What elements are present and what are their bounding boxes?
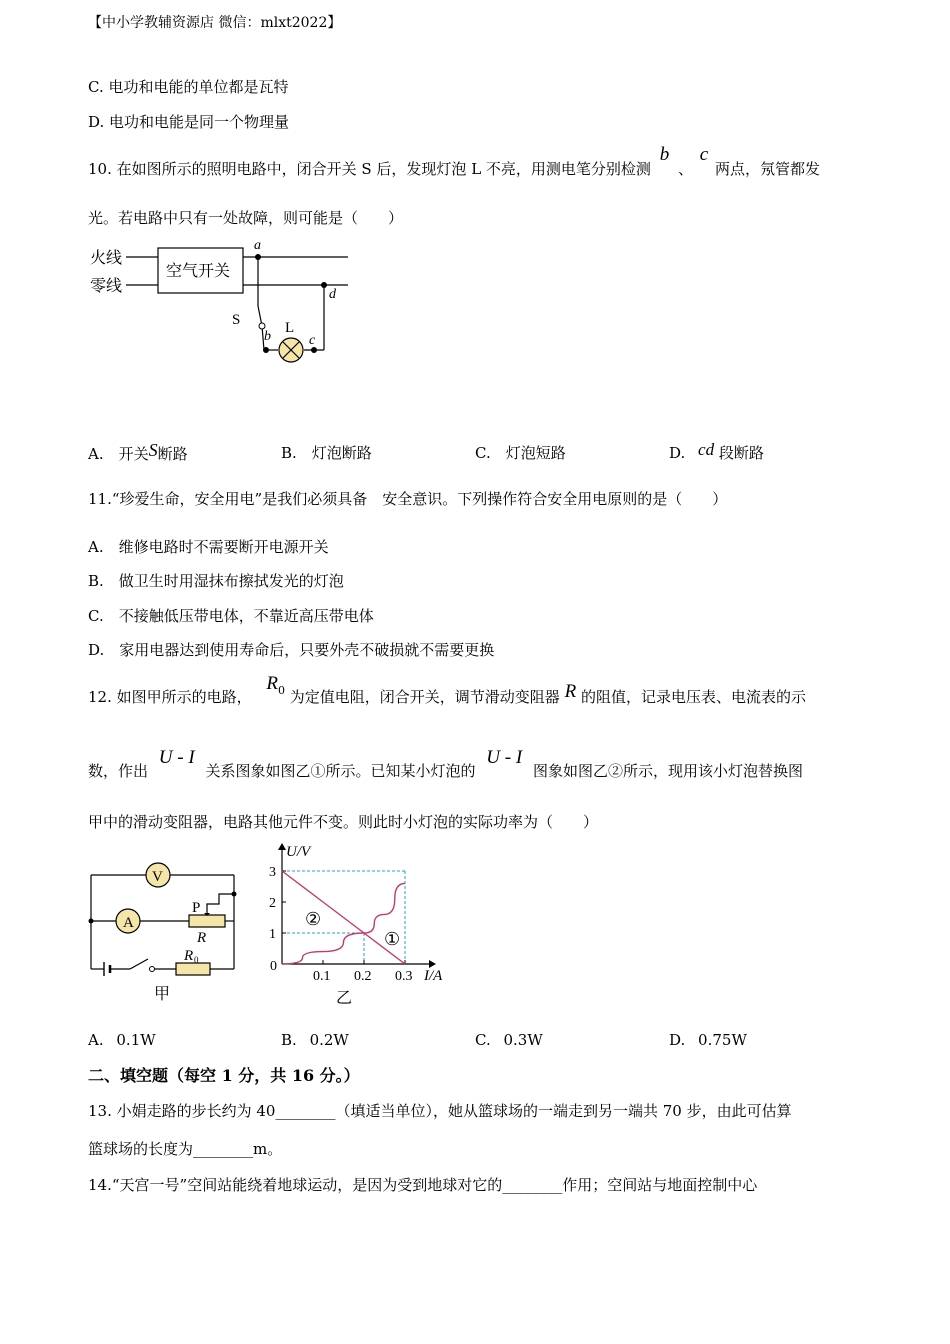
label-a: a [254,238,261,253]
q10-stem-line2: 光。若电路中只有一处故障，则可能是（ ） [88,209,404,227]
q10-option-a-suffix: 断路 [157,445,188,463]
label-l: L [285,320,295,336]
q9-option-c: C. 电功和电能的单位都是瓦特 [88,78,289,96]
q10-option-d-suffix: 段断路 [718,444,764,462]
q12-option-c [475,1030,543,1050]
q12-option-d-letter: D. [669,1031,686,1049]
q11-option-b: B. 做卫生时用湿抹布擦拭发光的灯泡 [88,572,344,590]
live-wire-label: 火线 [90,250,123,267]
origin-label: 0 [270,959,277,974]
air-switch-label: 空气开关 [166,263,231,280]
q12-option-d [669,1030,747,1050]
x-tick-label: 0.1 [313,969,331,984]
q9-option-d: D. 电功和电能是同一个物理量 [88,113,290,131]
label-b: b [264,329,271,344]
q12-stem-part3: 的阻值，记录电压表、电流表的示 [580,688,806,706]
q10-var-c: c [699,144,709,165]
q10-option-a-var: S [148,440,158,460]
q10-circuit-diagram [86,236,366,371]
curve-2-label: ② [305,909,322,929]
q12-circuit-diagram [86,856,246,1006]
q12-option-b-value: 0.2W [309,1031,349,1049]
y-tick-label: 2 [269,896,276,911]
y-tick-label: 3 [269,865,276,880]
q12-option-b-letter: B. [281,1031,297,1049]
rheostat-body [189,915,225,927]
q12-stem-line3: 甲中的滑动变阻器，电路其他元件不变。则此时小灯泡的实际功率为（ ） [88,813,599,831]
q10-option-a [88,440,188,464]
q12-option-a-value: 0.1W [116,1031,156,1049]
q10-separator: 、 [678,160,694,178]
page-header: 【中小学教辅资源店 微信：mlxt2022】 [88,15,342,31]
x-axis-arrow-icon [429,960,436,968]
x-axis-label: I/A [424,968,443,984]
switch-blade [130,959,148,969]
neutral-wire-label: 零线 [90,278,123,295]
q12-option-b [281,1030,349,1050]
section-2-heading: 二、填空题（每空 1 分，共 16 分。） [88,1066,360,1085]
slider-wire [207,894,234,913]
q11-stem: 11.“珍爱生命，安全用电”是我们必须具备 安全意识。下列操作符合安全用电原则的是（ ） [88,490,728,508]
x-tick-label: 0.2 [354,969,372,984]
q10-option-d-prefix: D. [669,444,686,462]
junction-right [232,892,237,897]
q10-option-d-var: cd [698,440,715,459]
rheostat-label: R [197,930,207,946]
q12-option-c-value: 0.3W [503,1031,543,1049]
label-d: d [329,287,336,302]
r0-body [176,963,210,975]
q12-stem-part2: 为定值电阻，闭合开关，调节滑动变阻器 [289,688,560,706]
voltmeter-icon [146,863,170,887]
q12-var-r0: R [266,673,279,694]
q12-stem-part4: 数，作出 [88,762,149,780]
node-b [263,347,269,353]
q12-option-a-letter: A. [88,1031,104,1049]
node-a [255,254,261,260]
figure-jia-caption: 甲 [154,986,171,1003]
q10-stem-line1 [88,144,821,179]
switch-contact [150,967,155,972]
lamp-icon [279,338,303,362]
q12-option-c-letter: C. [475,1031,491,1049]
ammeter-icon [116,909,140,933]
y-axis-arrow-icon [278,843,286,850]
x-tick-label: 0.3 [395,969,413,984]
q11-option-a: A. 维修电路时不需要断开电源开关 [88,538,329,556]
q12-stem-part6: 图象如图乙②所示，现用该小灯泡替换图 [532,762,803,780]
r0-label: R [184,948,194,964]
label-s: S [232,312,241,328]
voltmeter-label: V [152,869,163,885]
q10-var-b: b [659,144,670,165]
q10-option-b: B. 灯泡断路 [281,444,372,462]
q10-option-a-prefix: A. 开关 [88,445,149,463]
q10-option-c: C. 灯泡短路 [475,444,566,462]
q11-option-c: C. 不接触低压带电体，不靠近高压带电体 [88,607,374,625]
q12-option-a [88,1030,156,1050]
q12-option-d-value: 0.75W [698,1031,747,1049]
q12-var-ui-2: U - I [486,747,523,768]
q14-line1: 14.“天宫一号”空间站能绕着地球运动，是因为受到地球对它的________作用；空间站与地面控制中心 [88,1176,758,1194]
q10-option-d [669,440,764,463]
label-c: c [309,333,316,348]
q12-stem-line2 [88,747,803,781]
q12-var-r: R [564,681,577,702]
q12-stem-part5: 关系图象如图乙①所示。已知某小灯泡的 [205,762,476,780]
q13-line1: 13. 小娟走路的步长约为 40________（填适当单位），她从篮球场的一端走到另一端共 70 步，由此可估算 [88,1102,792,1120]
series-2-line [282,883,405,964]
q11-option-d: D. 家用电器达到使用寿命后，只要外壳不破损就不需要更换 [88,641,495,659]
q10-stem-part1: 10. 在如图所示的照明电路中，闭合开关 S 后，发现灯泡 L 不亮，用测电笔分别检测 [88,160,651,178]
q10-stem-part2: 两点，氖管都发 [715,160,821,178]
q12-stem-part1: 12. 如图甲所示的电路， [88,688,252,706]
r0-label-sub: 0 [194,955,199,965]
y-axis-label: U/V [286,844,311,860]
slider-label: P [192,900,201,916]
q12-ui-graph [264,838,454,1008]
y-tick-label: 1 [269,927,276,942]
ammeter-label: A [123,915,134,931]
figure-yi-caption: 乙 [336,990,353,1007]
node-d [321,282,327,288]
q12-var-r0-sub: 0 [278,684,286,697]
q13-line2: 篮球场的长度为________m。 [88,1140,283,1158]
q12-stem-line1 [88,673,806,713]
curve-1-label: ① [384,929,401,949]
series-1-line [282,871,405,964]
q12-var-ui-1: U - I [158,747,195,768]
junction-left [89,919,94,924]
